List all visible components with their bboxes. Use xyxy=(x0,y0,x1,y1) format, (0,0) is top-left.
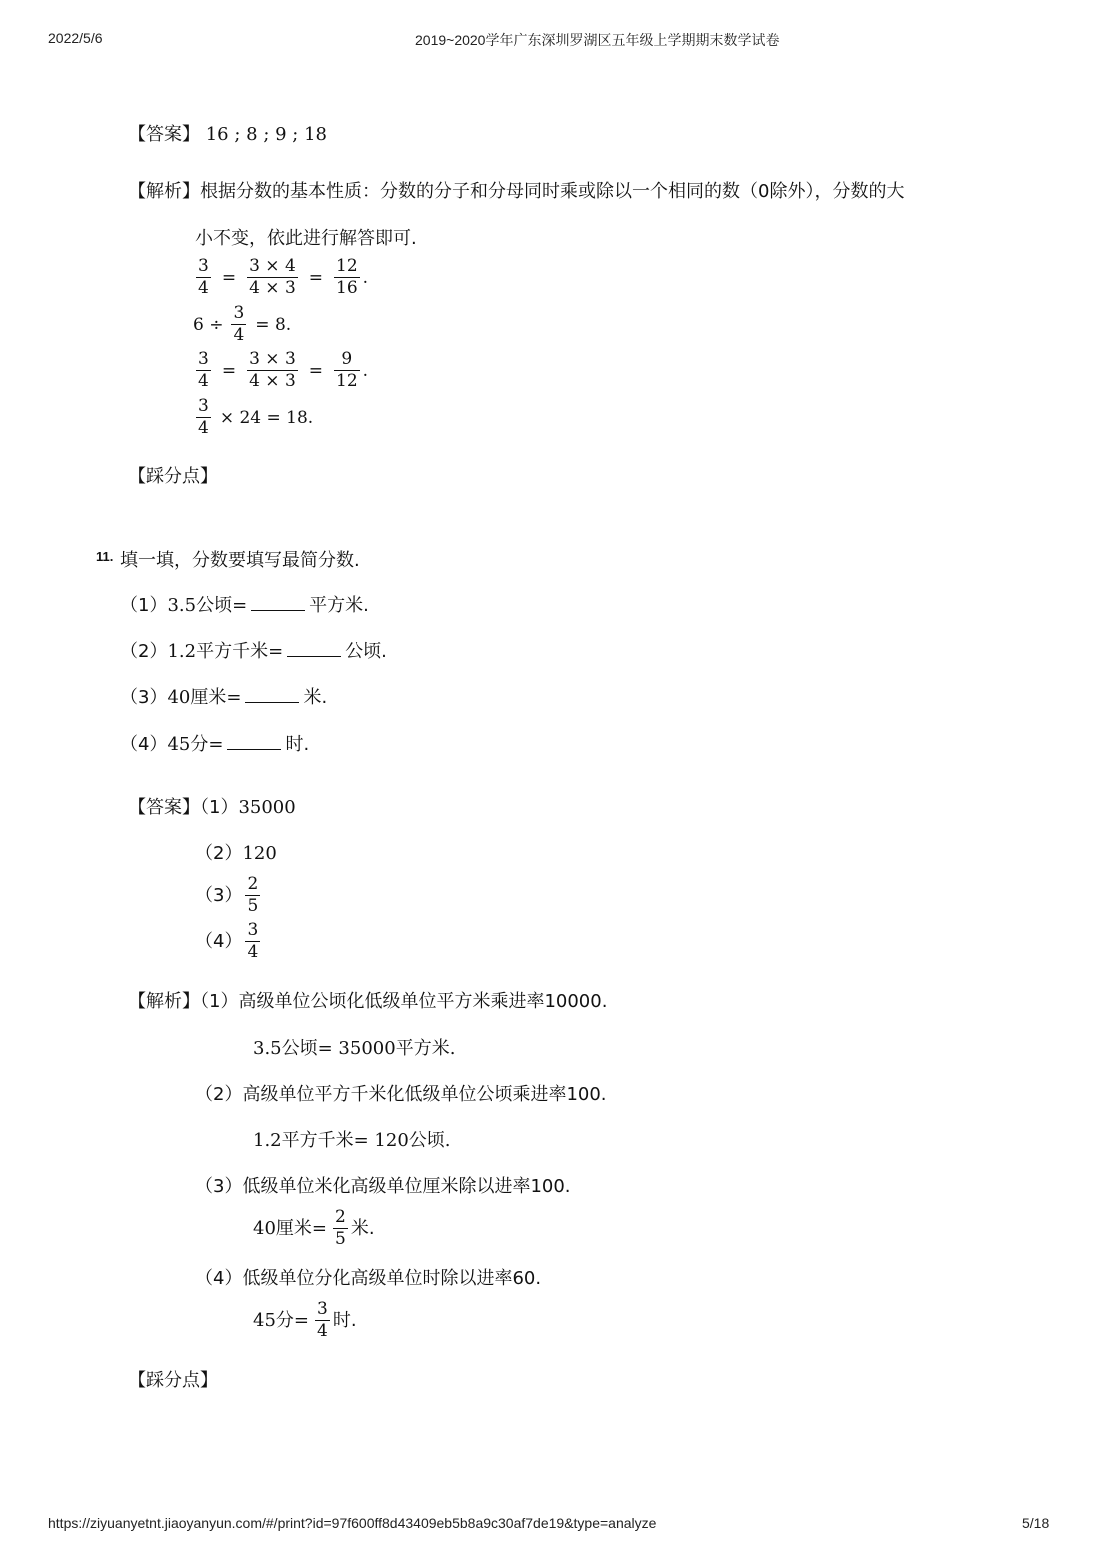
q10-points-label: 【踩分点】 xyxy=(128,466,218,487)
q11-item-2: （2）1.2平方千米= 公顷. xyxy=(120,641,387,662)
fraction: $\frac{3}{4}$ xyxy=(247,920,259,962)
question-number: 11. xyxy=(96,549,114,564)
q11-analysis-3: （3）低级单位米化高级单位厘米除以进率100. xyxy=(195,1176,571,1197)
answer-label: 【答案】 xyxy=(128,124,200,145)
q11-analysis-2-detail: 1.2平方千米= 120公顷. xyxy=(253,1130,451,1151)
fraction: $\frac{3}{4}$ xyxy=(198,396,209,438)
answer-blank[interactable] xyxy=(227,733,281,750)
fraction: $\frac{2}{5}$ xyxy=(247,874,259,916)
q11-answer-3: （3） $\frac{2}{5}$ xyxy=(195,874,259,916)
answer-blank[interactable] xyxy=(287,640,341,657)
q11-analysis-4-detail: 45分= $\frac{3}{4}$ 时. xyxy=(253,1299,357,1341)
answer-label: 【答案】 xyxy=(128,797,200,818)
q11-answer-2: （2）120 xyxy=(195,843,277,864)
answer-blank[interactable] xyxy=(251,594,305,611)
q11-item-1: （1）3.5公顷= 平方米. xyxy=(120,595,369,616)
page-number: 5/18 xyxy=(1022,1515,1050,1531)
answer-value: 16 ; 8 ; 9 ; 18 xyxy=(205,124,327,145)
equation-3: $\frac{3}{4}$ = $\frac{3 \times 3}{4 \times 3}$ = $\frac{9}{12}$ . xyxy=(198,349,369,391)
q11-analysis-4: （4）低级单位分化高级单位时除以进率60. xyxy=(195,1268,542,1289)
fraction: $\frac{9}{12}$ xyxy=(336,349,358,391)
equation-2: 6 ÷ $\frac{3}{4}$ = 8. xyxy=(193,303,292,345)
analysis-label: 【解析】 xyxy=(128,181,200,202)
analysis-label: 【解析】 xyxy=(128,991,200,1012)
q11-analysis-1: 【解析】（1）高级单位公顷化低级单位平方米乘进率10000. xyxy=(128,991,608,1012)
answer-blank[interactable] xyxy=(245,686,299,703)
print-date: 2022/5/6 xyxy=(48,30,103,46)
fraction: $\frac{3}{4}$ xyxy=(198,349,209,391)
fraction: $\frac{3}{4}$ xyxy=(233,303,245,345)
fraction: $\frac{3}{4}$ xyxy=(317,1299,328,1341)
q11-analysis-3-detail: 40厘米= $\frac{2}{5}$ 米. xyxy=(253,1207,375,1249)
q10-answer xyxy=(128,123,327,147)
q11-analysis-2: （2）高级单位平方千米化低级单位公顷乘进率100. xyxy=(195,1084,607,1105)
q11-answer-1: 【答案】（1）35000 xyxy=(128,797,296,818)
page-url: https://ziyuanyetnt.jiaoyanyun.com/#/print?id=97f600ff8d43409eb5b8a9c30af7de19&type=analyze xyxy=(48,1515,657,1531)
equation-1: $\frac{3}{4}$ = $\frac{3 \times 4}{4 \times 3}$ = $\frac{12}{16}$ . xyxy=(198,256,369,298)
document-title: 2019~2020学年广东深圳罗湖区五年级上学期期末数学试卷 xyxy=(415,32,780,48)
fraction: $\frac{3 \times 4}{4 \times 3}$ xyxy=(249,256,296,298)
analysis-text-line2: 小不变，依此进行解答即可. xyxy=(195,228,417,249)
q11-analysis-1-detail: 3.5公顷= 35000平方米. xyxy=(253,1038,456,1059)
q11-item-3: （3）40厘米= 米. xyxy=(120,687,328,708)
q11-item-4: （4）45分= 时. xyxy=(120,734,310,755)
q11-points-label: 【踩分点】 xyxy=(128,1370,218,1391)
question-prompt: 填一填，分数要填写最简分数. xyxy=(120,550,360,571)
fraction: $\frac{12}{16}$ xyxy=(336,256,358,298)
analysis-text-line1: 根据分数的基本性质：分数的分子和分母同时乘或除以一个相同的数（0除外），分数的大 xyxy=(200,181,905,202)
equation-4: $\frac{3}{4}$ × 24 = 18. xyxy=(198,396,314,438)
fraction: $\frac{2}{5}$ xyxy=(335,1207,346,1249)
q11-answer-4: （4） $\frac{3}{4}$ xyxy=(195,920,259,962)
q10-analysis xyxy=(128,180,904,204)
fraction: $\frac{3 \times 3}{4 \times 3}$ xyxy=(249,349,296,391)
fraction: $\frac{3}{4}$ xyxy=(198,256,209,298)
